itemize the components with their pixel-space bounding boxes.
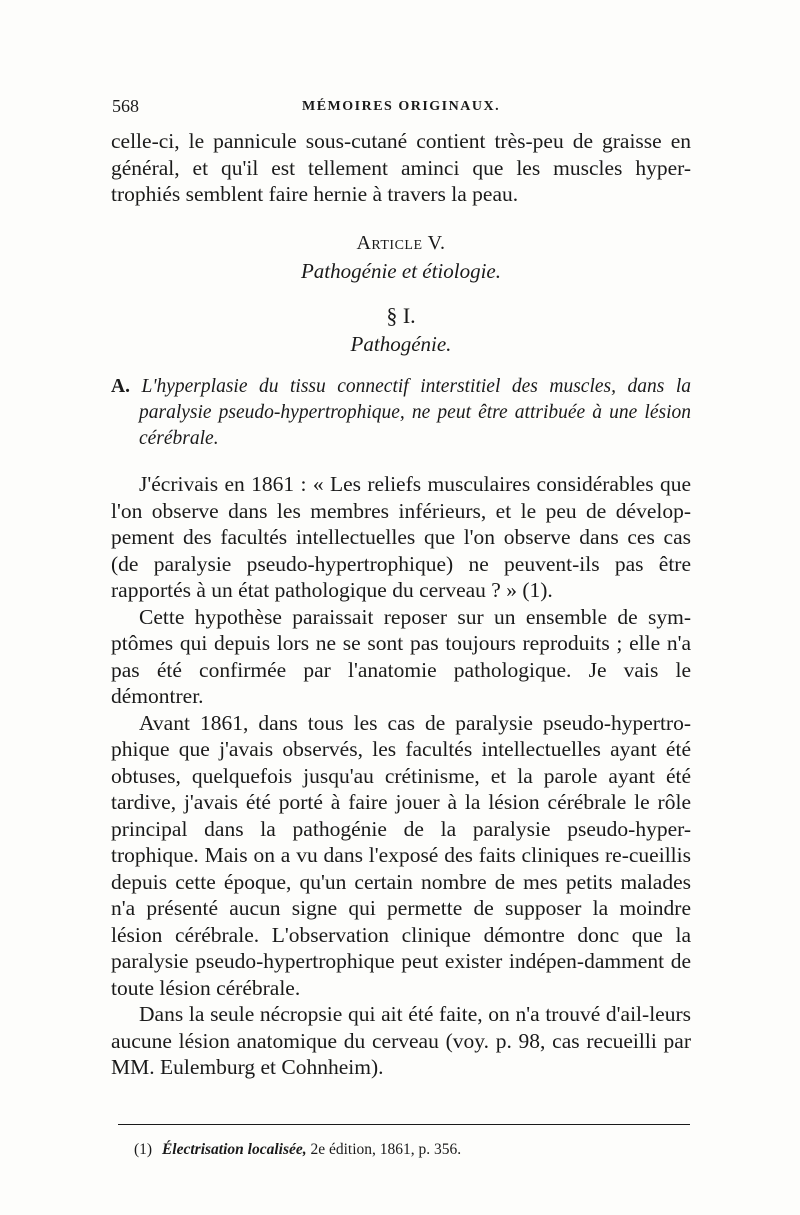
footnote-rest: 2e édition, 1861, p. 356. bbox=[310, 1141, 462, 1158]
body-text bbox=[111, 128, 691, 1081]
footnote bbox=[134, 1141, 461, 1159]
footnote-title: Électrisation localisée, bbox=[161, 1141, 307, 1158]
article-heading bbox=[111, 230, 691, 257]
footnote-marker: (1) bbox=[134, 1141, 153, 1158]
point-a-label: A. bbox=[111, 375, 130, 397]
footnote-divider bbox=[118, 1124, 690, 1125]
section-title: Pathogénie. bbox=[350, 332, 452, 356]
paragraph-4: Dans la seule nécropsie qui ait été faite, on n'a trouvé d'ail-leurs aucune lésion anatomique du cerveau (voy. p. 98, cas recueilli par MM. Eulemburg et Cohnheim). bbox=[111, 1002, 691, 1079]
paragraph-intro: celle-ci, le pannicule sous-cutané contient très-peu de graisse en général, et qu'il est tellement aminci que les muscles hyper-trophiés semblent faire hernie à travers la peau. bbox=[111, 129, 691, 206]
article-heading-text: Article V. bbox=[356, 231, 446, 254]
page-number: 568 bbox=[112, 96, 139, 116]
running-head-title: MÉMOIRES ORIGINAUX. bbox=[302, 99, 501, 114]
running-head bbox=[112, 96, 692, 120]
paragraph-1: J'écrivais en 1861 : « Les reliefs musculaires considérables que l'on observe dans les membres inférieurs, et le peu de dévelop-pement des facultés intellectuelles que l'on observe dans ces cas (de paralysie pseudo-hypertrophique) ne peuvent-ils pas être rapportés à un état pathologique du cerveau ? » (1). bbox=[111, 472, 691, 602]
point-a bbox=[111, 374, 691, 452]
paragraph-3: Avant 1861, dans tous les cas de paralysie pseudo-hypertro-phique que j'avais observés, les facultés intellectuelles ayant été obtuses, quelquefois jusqu'au crétinisme, et la parole ayant été tardive, j'avais été porté à faire jouer à la lésion cérébrale le rôle principal dans la pathogénie de la paralysie pseudo-hyper-trophique. Mais on a vu dans l'exposé des faits cliniques re-cueillis depuis cette époque, qu'un certain nombre de mes petits malades n'a présenté aucun signe qui permette de supposer la moindre lésion cérébrale. L'observation clinique démontre donc que la paralysie pseudo-hypertrophique peut exister indépen-damment de toute lésion cérébrale. bbox=[111, 710, 691, 1000]
point-a-text: L'hyperplasie du tissu connectif interstitiel des muscles, dans la paralysie pseudo-hypertrophique, ne peut être attribuée à une lésion cérébrale. bbox=[139, 375, 692, 449]
section-mark: § I. bbox=[386, 302, 416, 328]
paragraph-2: Cette hypothèse paraissait reposer sur un ensemble de sym-ptômes qui depuis lors ne se sont pas toujours reproduits ; elle n'a pas été confirmée par l'anatomie pathologique. Je vais le démontrer. bbox=[111, 604, 691, 708]
article-subtitle: Pathogénie et étiologie. bbox=[300, 259, 502, 283]
